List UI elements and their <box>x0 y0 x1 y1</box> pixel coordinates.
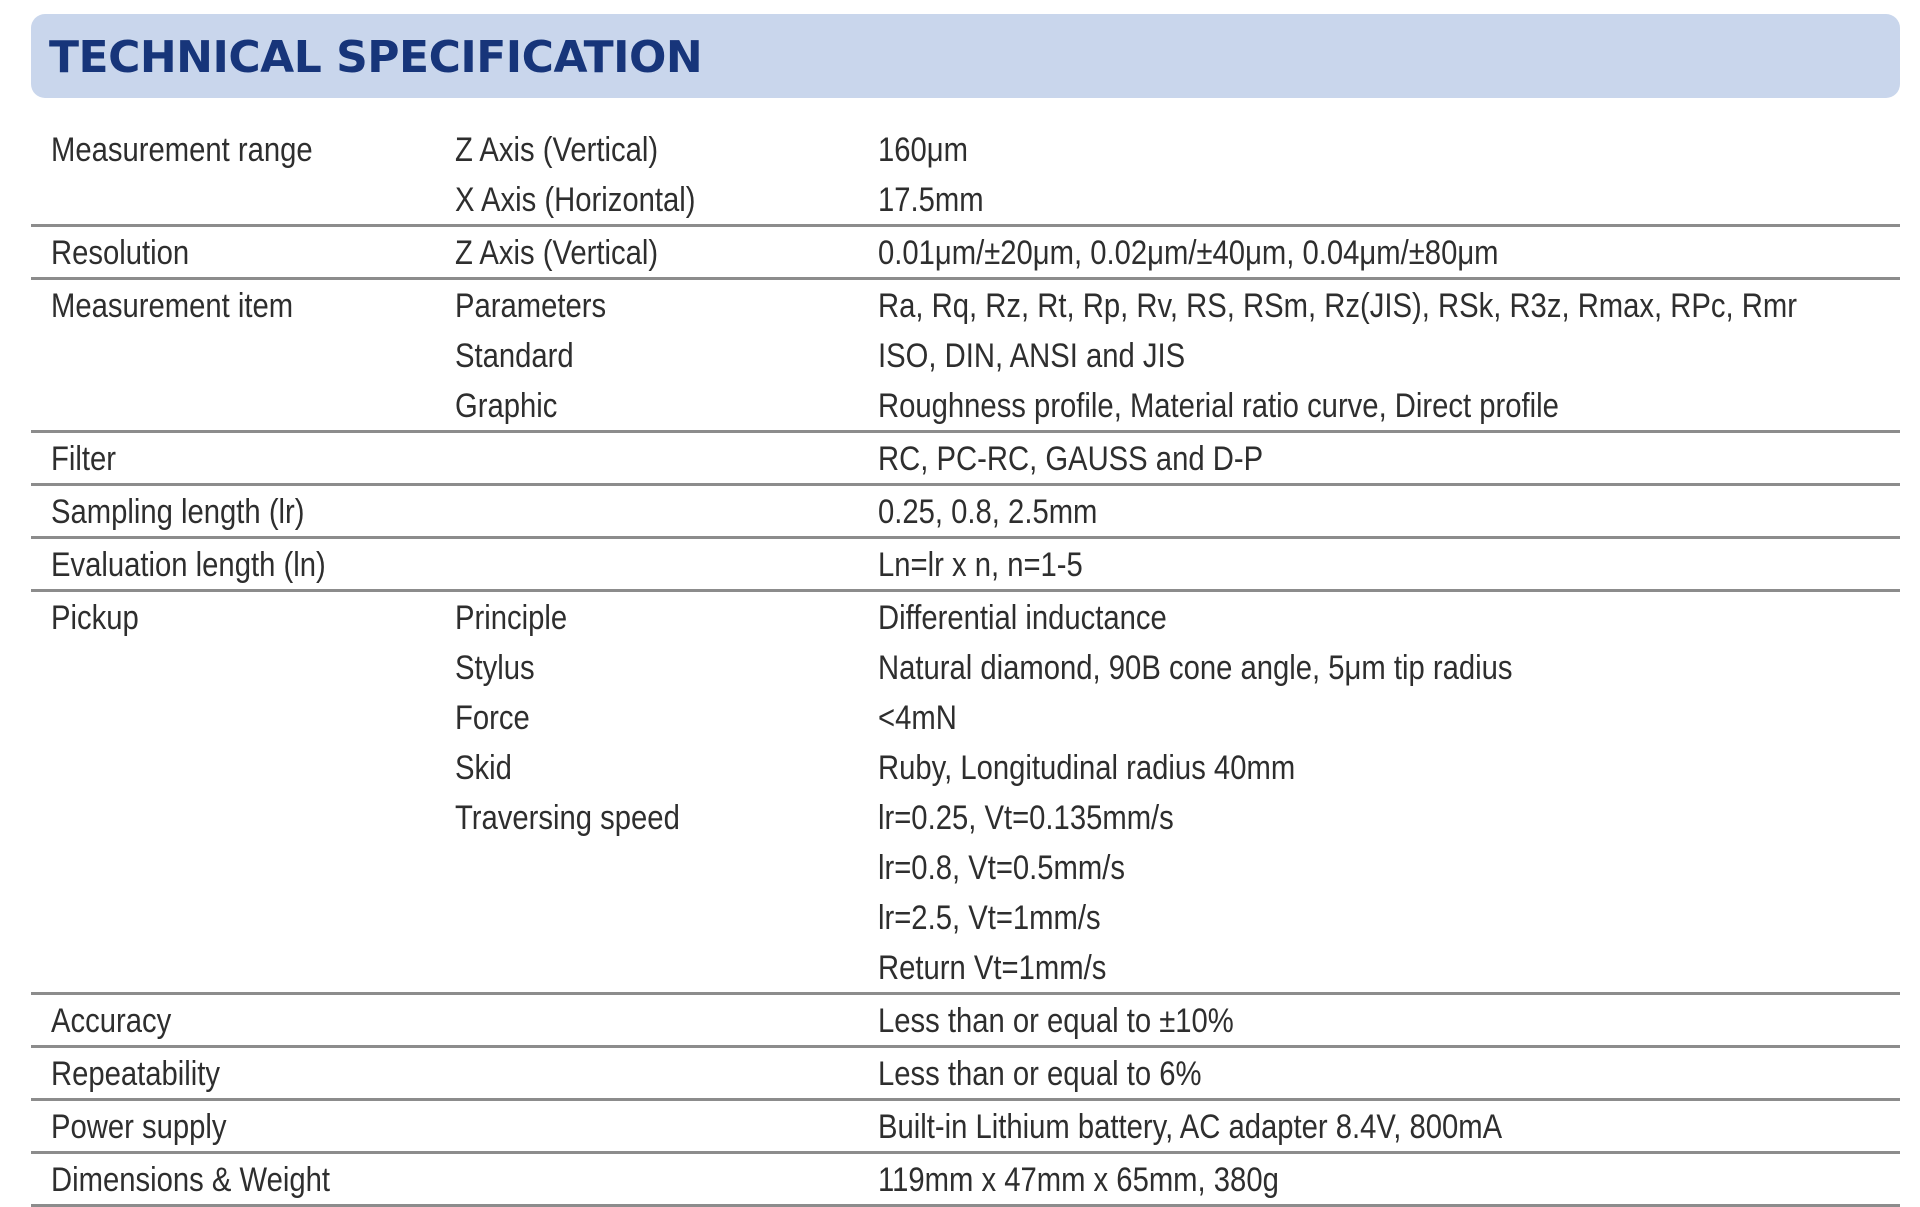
spec-label: Measurement range <box>51 131 313 169</box>
spec-row <box>31 124 1900 227</box>
spec-line <box>31 280 1900 330</box>
spec-row <box>31 433 1900 486</box>
spec-value: 160μm <box>878 131 968 169</box>
spec-row <box>31 280 1900 433</box>
spec-table <box>31 124 1900 1207</box>
spec-value: Ln=lr x n, n=1-5 <box>878 546 1083 584</box>
spec-line <box>31 124 1900 174</box>
spec-line <box>31 330 1900 380</box>
spec-row <box>31 995 1900 1048</box>
spec-line <box>31 842 1900 892</box>
spec-value: ISO, DIN, ANSI and JIS <box>878 337 1186 375</box>
spec-value: Ra, Rq, Rz, Rt, Rp, Rv, RS, RSm, Rz(JIS), RSk, R3z, Rmax, RPc, Rmr <box>878 287 1797 325</box>
spec-line <box>31 380 1900 430</box>
spec-row <box>31 539 1900 592</box>
spec-value: lr=2.5, Vt=1mm/s <box>878 899 1101 937</box>
spec-sublabel: Graphic <box>455 387 558 425</box>
spec-sublabel: Force <box>455 699 530 737</box>
spec-label: Filter <box>51 440 116 478</box>
spec-line <box>31 642 1900 692</box>
spec-label: Measurement item <box>51 287 294 325</box>
spec-value: Built-in Lithium battery, AC adapter 8.4V, 800mA <box>878 1108 1503 1146</box>
spec-sublabel: Stylus <box>455 649 535 687</box>
spec-label: Repeatability <box>51 1055 221 1093</box>
spec-line <box>31 892 1900 942</box>
spec-value: 17.5mm <box>878 181 984 219</box>
spec-sublabel: Principle <box>455 599 568 637</box>
spec-line <box>31 227 1900 277</box>
spec-sublabel: Standard <box>455 337 574 375</box>
spec-sublabel: Z Axis (Vertical) <box>455 234 659 272</box>
spec-line <box>31 942 1900 992</box>
spec-label: Sampling length (lr) <box>51 493 305 531</box>
spec-line <box>31 792 1900 842</box>
spec-line <box>31 486 1900 536</box>
spec-line <box>31 592 1900 642</box>
spec-label: Accuracy <box>51 1002 172 1040</box>
spec-label: Dimensions & Weight <box>51 1161 330 1199</box>
spec-sublabel: Parameters <box>455 287 607 325</box>
spec-value: Ruby, Longitudinal radius 40mm <box>878 749 1296 787</box>
spec-sublabel: Skid <box>455 749 512 787</box>
spec-value: <4mN <box>878 699 957 737</box>
spec-sublabel: Z Axis (Vertical) <box>455 131 659 169</box>
spec-line <box>31 1154 1900 1204</box>
spec-label: Pickup <box>51 599 139 637</box>
spec-label: Evaluation length (ln) <box>51 546 326 584</box>
spec-value: Less than or equal to ±10% <box>878 1002 1234 1040</box>
spec-row <box>31 1048 1900 1101</box>
header-bar <box>31 14 1900 98</box>
spec-value: Less than or equal to 6% <box>878 1055 1202 1093</box>
spec-line <box>31 692 1900 742</box>
spec-value: 0.01μm/±20μm, 0.02μm/±40μm, 0.04μm/±80μm <box>878 234 1499 272</box>
spec-line <box>31 742 1900 792</box>
spec-value: lr=0.25, Vt=0.135mm/s <box>878 799 1174 837</box>
spec-value: RC, PC-RC, GAUSS and D-P <box>878 440 1264 478</box>
spec-label: Resolution <box>51 234 190 272</box>
spec-line <box>31 1101 1900 1151</box>
spec-value: Return Vt=1mm/s <box>878 949 1107 987</box>
spec-value: Natural diamond, 90B cone angle, 5μm tip radius <box>878 649 1513 687</box>
spec-row <box>31 1101 1900 1154</box>
spec-row <box>31 1154 1900 1207</box>
spec-row <box>31 486 1900 539</box>
page-title: TECHNICAL SPECIFICATION <box>49 32 703 83</box>
spec-line <box>31 1048 1900 1098</box>
spec-value: 0.25, 0.8, 2.5mm <box>878 493 1098 531</box>
spec-value: lr=0.8, Vt=0.5mm/s <box>878 849 1126 887</box>
spec-row <box>31 227 1900 280</box>
spec-sublabel: X Axis (Horizontal) <box>455 181 696 219</box>
spec-label: Power supply <box>51 1108 227 1146</box>
spec-value: Differential inductance <box>878 599 1167 637</box>
spec-line <box>31 433 1900 483</box>
spec-sublabel: Traversing speed <box>455 799 680 837</box>
spec-line <box>31 539 1900 589</box>
spec-value: 119mm x 47mm x 65mm, 380g <box>878 1161 1279 1199</box>
spec-line <box>31 995 1900 1045</box>
spec-line <box>31 174 1900 224</box>
spec-value: Roughness profile, Material ratio curve, Direct profile <box>878 387 1559 425</box>
spec-row <box>31 592 1900 995</box>
